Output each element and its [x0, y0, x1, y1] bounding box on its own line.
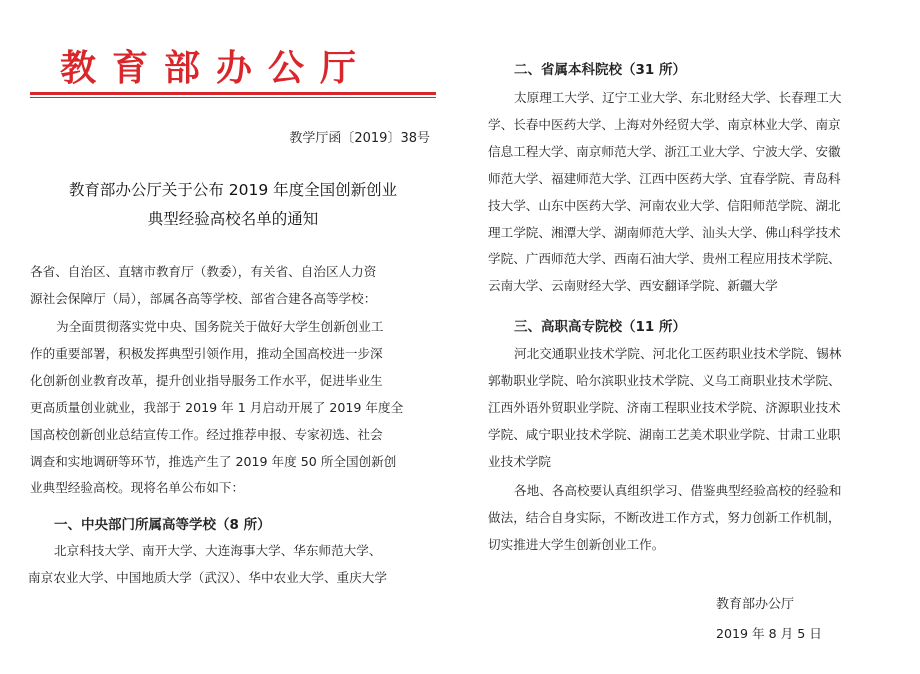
- body-line: 作的重要部署，积极发挥典型引领作用，推动全国高校进一步深: [30, 345, 383, 361]
- list-line: 学院、广西师范大学、西南石油大学、贵州工程应用技术学院、: [488, 251, 841, 267]
- closing-paragraph: [488, 478, 841, 559]
- letterhead-rule-thin: [30, 97, 436, 98]
- notice-title: [30, 176, 436, 234]
- addressees: [30, 259, 376, 313]
- list-line: 学、长春中医药大学、上海对外经贸大学、南京林业大学、南京: [488, 116, 841, 132]
- document-number: 教学厅函〔2019〕38号: [289, 131, 430, 146]
- list-line: 学院、咸宁职业技术学院、湖南工艺美术职业学院、甘肃工业职: [488, 426, 841, 442]
- section-list-provincial: [488, 85, 841, 300]
- list-line: 业技术学院: [488, 453, 551, 469]
- list-line: 信息工程大学、南京师范大学、浙江工业大学、宁波大学、安徽: [488, 143, 841, 159]
- list-line: 技大学、山东中医药大学、河南农业大学、信阳师范学院、湖北: [488, 197, 841, 213]
- signature-org: 教育部办公厅: [716, 597, 795, 612]
- body-paragraph: [30, 314, 403, 502]
- body-line: 业典型经验高校。现将名单公布如下：: [30, 480, 245, 496]
- section-heading-provincial: 二、省属本科院校（31 所）: [514, 62, 686, 78]
- addressee-line: 各省、自治区、直辖市教育厅（教委），有关省、自治区人力资: [30, 264, 377, 279]
- letterhead-rule-thick: [30, 92, 436, 95]
- list-line: 江西外语外贸职业学院、济南工程职业技术学院、济源职业技术: [488, 399, 841, 415]
- notice-title-line-1: 教育部办公厅关于公布 2019 年度全国创新创业: [68, 181, 398, 199]
- letterhead-title: 教育部办公厅: [60, 47, 373, 89]
- list-line: 太原理工大学、辽宁工业大学、东北财经大学、长春理工大: [514, 90, 842, 105]
- list-line: 云南大学、云南财经大学、西安翻译学院、新疆大学: [488, 278, 778, 294]
- list-line: 河北交通职业技术学院、河北化工医药职业技术学院、锡林: [514, 346, 842, 361]
- body-line: 为全面贯彻落实党中央、国务院关于做好大学生创新创业工: [56, 319, 384, 334]
- body-line: 化创新创业教育改革，提升创业指导服务工作水平，促进毕业生: [30, 372, 383, 388]
- closing-line: 各地、各高校要认真组织学习、借鉴典型经验高校的经验和: [514, 483, 842, 498]
- list-line: 南京农业大学、中国地质大学（武汉）、华中农业大学、重庆大学: [28, 569, 387, 585]
- section-list-central: [28, 538, 387, 592]
- addressee-line: 源社会保障厅（局），部属各高等学校、部省合建各高等学校：: [30, 290, 377, 306]
- closing-line: 做法，结合自身实际，不断改进工作方式，努力创新工作机制，: [488, 509, 841, 525]
- signature-date: 2019 年 8 月 5 日: [716, 626, 822, 641]
- list-line: 师范大学、福建师范大学、江西中医药大学、宜春学院、青岛科: [488, 170, 841, 186]
- body-line: 更高质量创业就业，我部于 2019 年 1 月启动开展了 2019 年度全: [30, 399, 404, 415]
- section-list-vocational: [488, 341, 841, 476]
- list-line: 北京科技大学、南开大学、大连海事大学、华东师范大学、: [54, 543, 382, 558]
- list-line: 郭勒职业学院、哈尔滨职业技术学院、义乌工商职业技术学院、: [488, 372, 841, 388]
- notice-title-line-2: 典型经验高校名单的通知: [147, 210, 319, 228]
- body-line: 国高校创新创业总结宣传工作。经过推荐申报、专家初选、社会: [30, 426, 383, 442]
- section-heading-central: 一、中央部门所属高等学校（8 所）: [54, 517, 271, 533]
- body-line: 调查和实地调研等环节，推选产生了 2019 年度 50 所全国创新创: [30, 453, 397, 469]
- closing-line: 切实推进大学生创新创业工作。: [488, 536, 665, 552]
- section-heading-vocational: 三、高职高专院校（11 所）: [514, 319, 686, 335]
- list-line: 理工学院、湘潭大学、湖南师范大学、汕头大学、佛山科学技术: [488, 224, 841, 240]
